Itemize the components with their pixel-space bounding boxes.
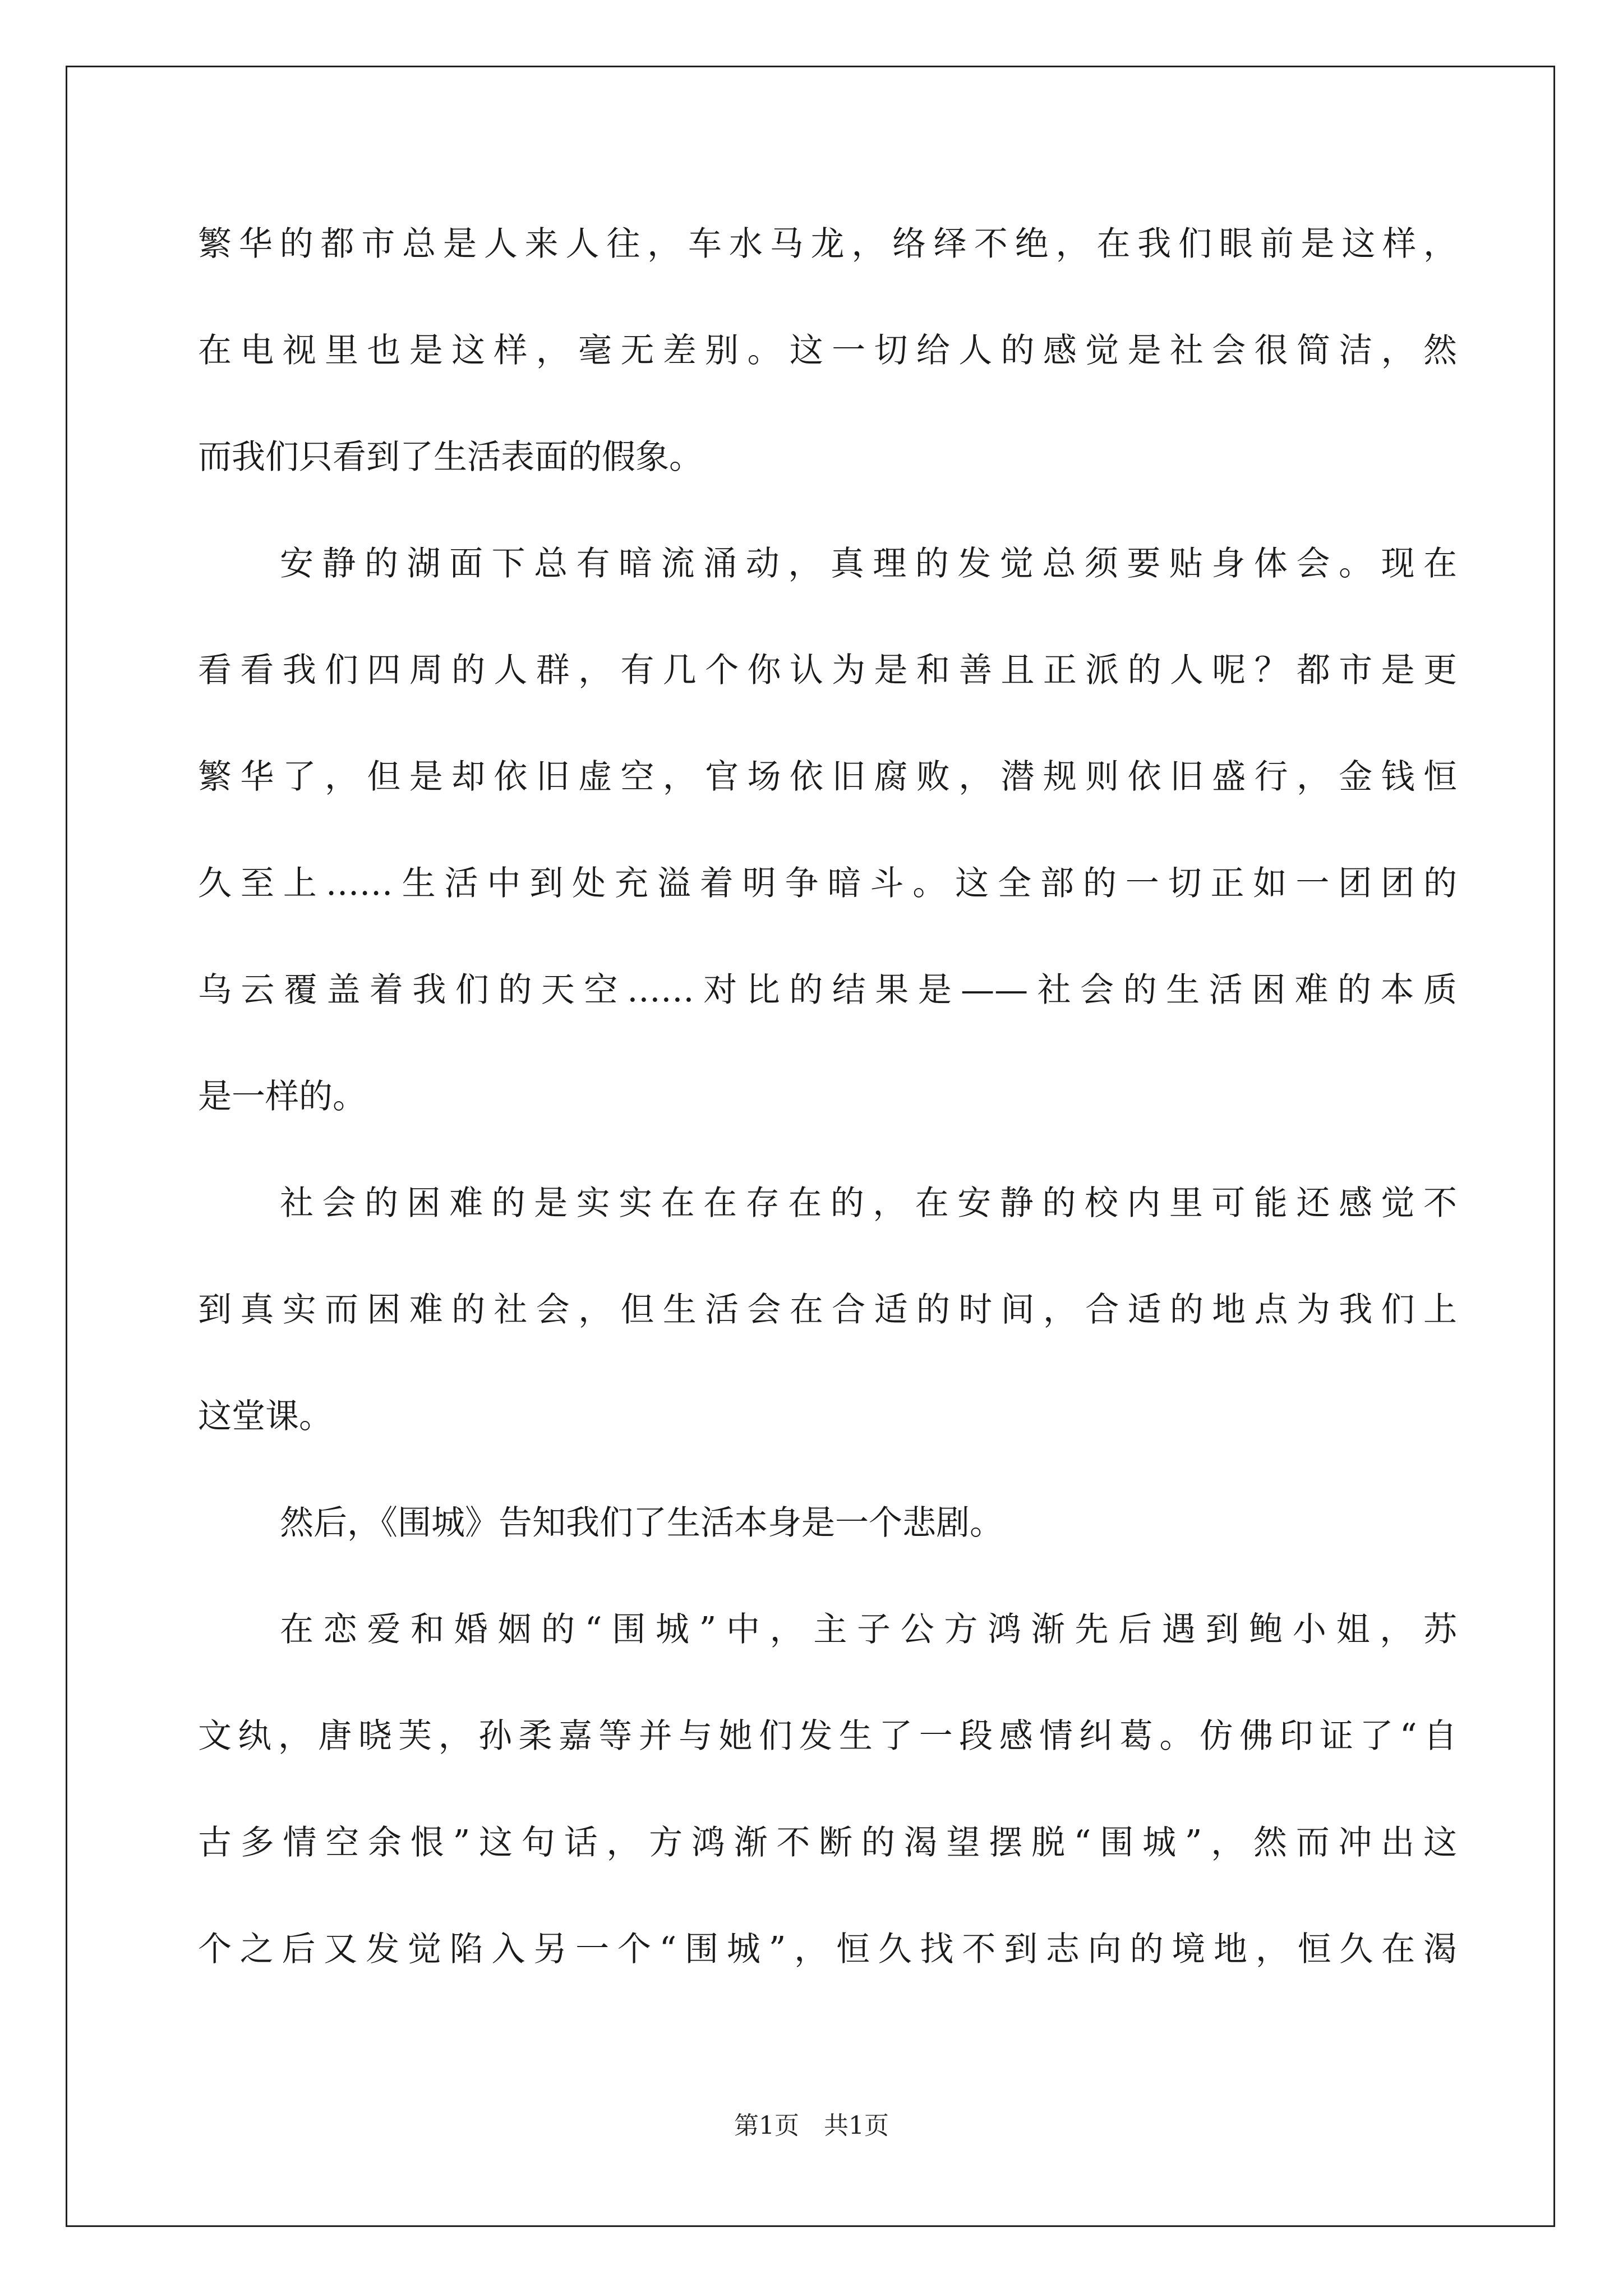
text-line: 到真实而困难的社会，但生活会在合适的时间，合适的地点为我们上 — [198, 1290, 1457, 1329]
text-line: 久至上……生活中到处充溢着明争暗斗。这全部的一切正如一团团的 — [198, 864, 1457, 903]
text-line: 个之后又发觉陷入另一个“围城”，恒久找不到志向的境地，恒久在渴 — [198, 1930, 1457, 1969]
page-number-footer: 第1页 共1页 — [734, 2111, 889, 2140]
text-line: 繁华的都市总是人来人往，车水马龙，络绎不绝，在我们眼前是这样， — [198, 224, 1457, 264]
page-border — [66, 66, 1555, 2227]
text-line: 而我们只看到了生活表面的假象。 — [198, 438, 703, 477]
text-line: 文纨，唐晓芙，孙柔嘉等并与她们发生了一段感情纠葛。仿佛印证了“自 — [198, 1717, 1457, 1756]
text-line: 是一样的。 — [198, 1077, 366, 1116]
text-line: 繁华了，但是却依旧虚空，官场依旧腐败，潜规则依旧盛行，金钱恒 — [198, 757, 1457, 797]
text-line: 看看我们四周的人群，有几个你认为是和善且正派的人呢？都市是更 — [198, 651, 1457, 690]
text-line: 古多情空余恨”这句话，方鸿渐不断的渴望摆脱“围城”，然而冲出这 — [198, 1823, 1457, 1862]
text-line: 在电视里也是这样，毫无差别。这一切给人的感觉是社会很简洁，然 — [198, 331, 1457, 370]
text-line: 这堂课。 — [198, 1397, 333, 1436]
text-line: 社会的困难的是实实在在存在的，在安静的校内里可能还感觉不 — [280, 1184, 1457, 1223]
text-line: 然后，《围城》告知我们了生活本身是一个悲剧。 — [280, 1503, 1003, 1543]
text-line: 在恋爱和婚姻的“围城”中，主子公方鸿渐先后遇到鲍小姐，苏 — [280, 1610, 1457, 1649]
text-line: 安静的湖面下总有暗流涌动，真理的发觉总须要贴身体会。现在 — [280, 544, 1457, 583]
text-line: 乌云覆盖着我们的天空……对比的结果是——社会的生活困难的本质 — [198, 970, 1457, 1010]
